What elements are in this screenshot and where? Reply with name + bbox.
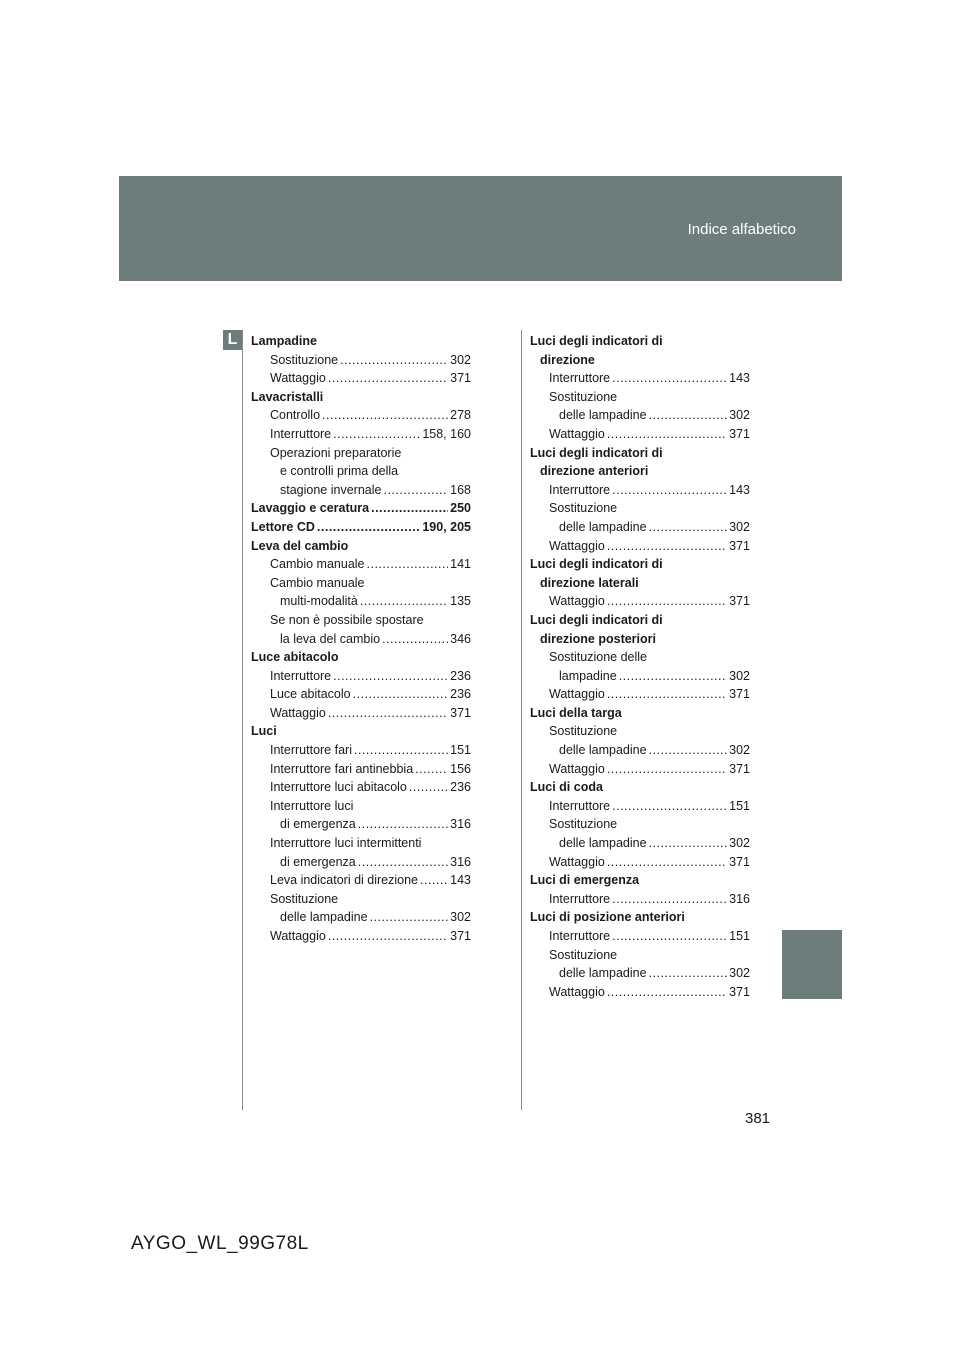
- index-entry: [251, 908, 471, 927]
- index-entry-text: Wattaggio: [270, 371, 326, 386]
- dot-leader: [607, 685, 727, 704]
- index-heading: Luci di coda: [530, 780, 603, 795]
- dot-leader: [328, 927, 448, 946]
- index-page-ref: 302: [729, 966, 750, 981]
- dot-leader: [619, 667, 727, 686]
- dot-leader: [612, 797, 727, 816]
- dot-leader: [354, 741, 448, 760]
- index-entry: [530, 518, 750, 537]
- index-entry: [530, 685, 750, 704]
- index-entry-text: Wattaggio: [549, 761, 605, 776]
- index-entry-text: delle lampadine: [280, 910, 368, 925]
- index-page-ref: 143: [450, 873, 471, 888]
- document-code: AYGO_WL_99G78L: [131, 1233, 309, 1254]
- index-entry-text: di emergenza: [280, 854, 356, 869]
- index-entry-text: Wattaggio: [270, 705, 326, 720]
- index-entry: Sostituzione: [549, 817, 618, 832]
- index-page-ref: 151: [729, 798, 750, 813]
- index-entry-text: delle lampadine: [559, 743, 647, 758]
- index-entry-text: Interruttore: [549, 482, 611, 497]
- index-entry: [251, 369, 471, 388]
- index-page-ref: 278: [450, 408, 471, 423]
- dot-leader: [649, 964, 728, 983]
- index-entry: Operazioni preparatorie: [270, 445, 402, 460]
- right-column-rule: [521, 330, 522, 1110]
- index-entry: [530, 481, 750, 500]
- index-entry: [530, 537, 750, 556]
- index-page-ref: 371: [450, 929, 471, 943]
- index-page-ref: 190, 205: [422, 519, 471, 534]
- index-heading: Luci degli indicatori di: [530, 557, 663, 572]
- index-entry-text: Wattaggio: [549, 594, 605, 609]
- index-page-ref: 302: [729, 519, 750, 534]
- index-entry-text: delle lampadine: [559, 966, 647, 981]
- index-entry: [530, 927, 750, 946]
- index-page-ref: 371: [729, 984, 750, 999]
- index-heading: direzione: [540, 352, 595, 367]
- index-entry-text: Interruttore: [270, 426, 332, 441]
- index-entry-text: Wattaggio: [549, 687, 605, 702]
- dot-leader: [649, 518, 728, 537]
- index-heading: [251, 499, 471, 518]
- index-page-ref: 236: [450, 668, 471, 683]
- index-page-ref: 316: [450, 817, 471, 832]
- index-heading: Luci degli indicatori di: [530, 612, 663, 627]
- index-page-ref: 158, 160: [422, 426, 471, 441]
- index-page-ref: 302: [729, 668, 750, 683]
- dot-leader: [649, 834, 728, 853]
- index-entry-text: Interruttore: [549, 891, 611, 906]
- index-entry: [251, 685, 471, 704]
- dot-leader: [607, 592, 727, 611]
- index-heading: Luci degli indicatori di: [530, 334, 663, 348]
- index-entry: [251, 871, 471, 890]
- index-page-ref: 250: [450, 501, 471, 516]
- index-entry-text: delle lampadine: [559, 519, 647, 534]
- index-heading: Luci della targa: [530, 705, 622, 720]
- dot-leader: [353, 685, 449, 704]
- index-column-right: [530, 332, 750, 1001]
- index-entry-text: Wattaggio: [270, 929, 326, 943]
- index-entry-text: Cambio manuale: [270, 557, 365, 572]
- left-column-rule: [242, 330, 243, 1110]
- dot-leader: [607, 537, 727, 556]
- index-entry-text: multi-modalità: [280, 594, 358, 609]
- index-page-ref: 141: [450, 557, 471, 572]
- dot-leader: [415, 760, 448, 779]
- dot-leader: [409, 778, 448, 797]
- index-page-ref: 302: [450, 352, 471, 367]
- index-entry: [530, 667, 750, 686]
- index-page-ref: 302: [729, 408, 750, 423]
- index-entry: Cambio manuale: [270, 575, 365, 590]
- index-entry: [251, 592, 471, 611]
- index-heading: direzione laterali: [540, 575, 639, 590]
- index-page-ref: 143: [729, 371, 750, 386]
- dot-leader: [328, 369, 448, 388]
- index-page-ref: 151: [729, 929, 750, 943]
- index-entry: [251, 555, 471, 574]
- index-heading: [251, 518, 471, 537]
- dot-leader: [612, 481, 727, 500]
- index-entry-text: Controllo: [270, 408, 321, 423]
- index-entry: e controlli prima della: [280, 464, 399, 479]
- index-entry: [251, 351, 471, 370]
- index-entry-text: Luce abitacolo: [270, 687, 351, 702]
- index-heading: direzione posteriori: [540, 631, 656, 646]
- index-entry-text: Leva indicatori di direzione: [270, 873, 419, 888]
- index-entry: [530, 834, 750, 853]
- index-entry: [251, 704, 471, 723]
- index-entry: Sostituzione: [549, 947, 618, 962]
- index-entry-text: Lavaggio e ceratura: [251, 501, 370, 516]
- dot-leader: [340, 351, 448, 370]
- dot-leader: [649, 741, 728, 760]
- header-band: [119, 176, 842, 281]
- index-entry: [530, 853, 750, 872]
- index-page-ref: 371: [729, 594, 750, 609]
- index-entry: [530, 406, 750, 425]
- index-entry: [530, 369, 750, 388]
- dot-leader: [328, 704, 448, 723]
- index-heading: direzione anteriori: [540, 464, 649, 479]
- dot-leader: [607, 425, 727, 444]
- dot-leader: [607, 983, 727, 1002]
- dot-leader: [649, 406, 728, 425]
- index-heading: Luci di emergenza: [530, 873, 640, 888]
- section-thumb-tab: [782, 930, 842, 999]
- index-entry-text: Sostituzione: [270, 352, 339, 367]
- index-page-ref: 168: [450, 482, 471, 497]
- index-entry-text: Interruttore: [549, 371, 611, 386]
- index-entry: [251, 406, 471, 425]
- dot-leader: [367, 555, 449, 574]
- dot-leader: [358, 853, 448, 872]
- dot-leader: [333, 425, 420, 444]
- dot-leader: [607, 853, 727, 872]
- index-entry: [251, 853, 471, 872]
- index-entry: Sostituzione: [549, 724, 618, 739]
- index-entry: [251, 481, 471, 500]
- index-entry-text: Wattaggio: [549, 984, 605, 999]
- index-heading: Lampadine: [251, 334, 317, 348]
- dot-leader: [612, 369, 727, 388]
- index-entry: [251, 760, 471, 779]
- index-page-ref: 371: [450, 371, 471, 386]
- index-page-ref: 143: [729, 482, 750, 497]
- index-entry: [530, 425, 750, 444]
- index-page-ref: 156: [450, 761, 471, 776]
- index-heading: Luce abitacolo: [251, 650, 339, 665]
- index-entry-text: Wattaggio: [549, 426, 605, 441]
- index-entry: [251, 778, 471, 797]
- index-page-ref: 371: [729, 854, 750, 869]
- index-page-ref: 302: [450, 910, 471, 925]
- index-entry: Sostituzione delle: [549, 650, 647, 665]
- index-page-ref: 316: [450, 854, 471, 869]
- index-entry-text: delle lampadine: [559, 408, 647, 423]
- index-entry: [251, 741, 471, 760]
- index-entry: Sostituzione: [549, 389, 618, 404]
- dot-leader: [382, 630, 448, 649]
- index-page-ref: 135: [450, 594, 471, 609]
- index-entry-text: Interruttore: [549, 929, 611, 943]
- dot-leader: [360, 592, 448, 611]
- index-entry: Se non è possibile spostare: [270, 612, 424, 627]
- index-entry-text: stagione invernale: [280, 482, 382, 497]
- index-entry: [530, 741, 750, 760]
- index-entry: [251, 425, 471, 444]
- index-heading: Leva del cambio: [251, 538, 349, 553]
- dot-leader: [607, 760, 727, 779]
- index-heading: Luci degli indicatori di: [530, 445, 663, 460]
- index-entry: [251, 630, 471, 649]
- index-entry: [530, 890, 750, 909]
- index-page-ref: 151: [450, 743, 471, 758]
- index-entry-text: di emergenza: [280, 817, 356, 832]
- dot-leader: [612, 927, 727, 946]
- dot-leader: [370, 908, 449, 927]
- index-entry: [530, 592, 750, 611]
- index-entry: Interruttore luci intermittenti: [270, 836, 422, 851]
- index-entry-text: Wattaggio: [549, 854, 605, 869]
- index-entry: [251, 667, 471, 686]
- index-entry: [530, 760, 750, 779]
- index-entry: [251, 927, 471, 946]
- dot-leader: [371, 499, 448, 518]
- index-heading: Luci: [251, 724, 277, 739]
- index-entry-text: delle lampadine: [559, 836, 647, 851]
- dot-leader: [612, 890, 727, 909]
- dot-leader: [333, 667, 448, 686]
- dot-leader: [317, 518, 420, 537]
- index-page-ref: 302: [729, 836, 750, 851]
- index-page-ref: 236: [450, 687, 471, 702]
- index-entry-text: Interruttore: [270, 668, 332, 683]
- index-entry-text: Interruttore fari antinebbia: [270, 761, 414, 776]
- dot-leader: [383, 481, 448, 500]
- index-entry-text: la leva del cambio: [280, 631, 381, 646]
- dot-leader: [322, 406, 448, 425]
- index-page-ref: 371: [729, 761, 750, 776]
- index-heading: Lavacristalli: [251, 389, 324, 404]
- section-letter-tab: L: [223, 330, 242, 350]
- index-entry: [251, 815, 471, 834]
- index-page-ref: 236: [450, 780, 471, 795]
- index-page-ref: 371: [729, 426, 750, 441]
- dot-leader: [420, 871, 448, 890]
- index-entry-text: Interruttore: [549, 798, 611, 813]
- index-page-ref: 371: [729, 538, 750, 553]
- index-entry: Interruttore luci: [270, 798, 354, 813]
- index-entry: [530, 983, 750, 1002]
- index-entry: [530, 964, 750, 983]
- index-heading: Luci di posizione anteriori: [530, 910, 685, 925]
- index-page-ref: 302: [729, 743, 750, 758]
- index-entry: [530, 797, 750, 816]
- index-entry-text: Interruttore luci abitacolo: [270, 780, 407, 795]
- dot-leader: [358, 815, 448, 834]
- index-entry: Sostituzione: [549, 501, 618, 516]
- index-page-ref: 371: [729, 687, 750, 702]
- index-page-ref: 371: [450, 705, 471, 720]
- index-entry-text: lampadine: [559, 668, 617, 683]
- index-entry: Sostituzione: [270, 891, 339, 906]
- page-number: 381: [745, 1110, 771, 1127]
- index-entry-text: Wattaggio: [549, 538, 605, 553]
- index-page-ref: 316: [729, 891, 750, 906]
- index-page-ref: 346: [450, 631, 471, 646]
- page-title: Indice alfabetico: [687, 221, 796, 238]
- index-entry-text: Interruttore fari: [270, 743, 352, 758]
- index-column-left: [251, 332, 471, 946]
- index-entry-text: Lettore CD: [251, 519, 315, 534]
